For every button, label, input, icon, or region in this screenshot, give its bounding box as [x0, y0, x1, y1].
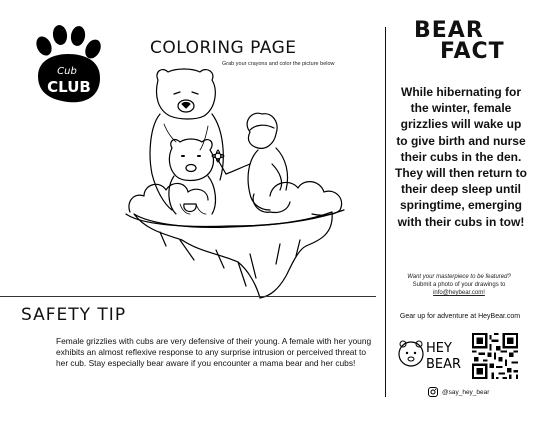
logo-text-cub: Cub [57, 66, 77, 77]
page-subtitle: Grab your crayons and color the picture below [222, 61, 335, 67]
feature-note [390, 273, 528, 297]
feature-email-link[interactable]: info@heybear.com! [433, 290, 485, 296]
hey-bear-logo [397, 334, 461, 374]
bear-fact-title-line2: FACT [440, 39, 505, 64]
feature-question: Want your masterpiece to be featured? [407, 274, 511, 280]
coloring-illustration [120, 64, 370, 300]
bear-fact-body: While hibernating for the winter, female grizzlies will wake up to give birth and nurse their cubs in the den. They will then return to their deep sleep until springtime, emerging with their cubs in tow! [394, 85, 527, 229]
vertical-divider [385, 27, 386, 397]
safety-tip-body: Female grizzlies with cubs are very defensive of their young. A female with her young exhibits an almost reflexive response to any surprise intrusion or perceived threat to her cub. Stay especially bear aware if you encounter a mama bear and her cubs! [56, 336, 372, 369]
page-title: COLORING PAGE [150, 38, 297, 58]
brand-line2: BEAR [426, 357, 461, 372]
horizontal-divider [0, 296, 376, 297]
bear-fact-title-line1: BEAR [414, 18, 484, 43]
gear-up-text: Gear up for adventure at HeyBear.com [399, 313, 521, 320]
cub-club-logo [30, 24, 106, 106]
brand-line1: HEY [426, 341, 452, 356]
instagram-icon [428, 387, 438, 397]
safety-tip-title: SAFETY TIP [21, 305, 127, 325]
social-handle-text: @say_hey_bear [442, 388, 490, 396]
social-handle[interactable] [428, 387, 489, 397]
qr-code[interactable] [472, 333, 518, 379]
logo-text-club: CLUB [47, 78, 91, 96]
feature-instruction: Submit a photo of your drawings to [412, 282, 506, 288]
bear-fact-title [414, 18, 505, 64]
